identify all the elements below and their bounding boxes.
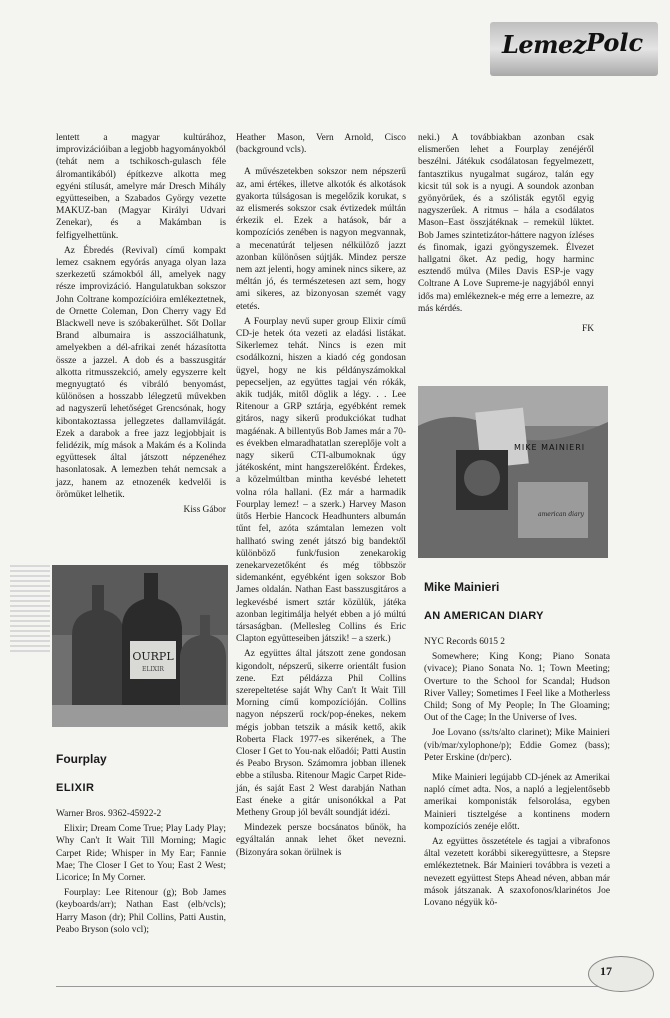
svg-text:OURPL: OURPL [132,650,174,663]
col1-paragraph-1: lentett a magyar kultúrához, improvizációiban a legjobb hagyományokból (tehát nem a tschikosch-gulasch féle álromantikából) építkezve alkotta meg egyéni stílusát, amelyre már Dresch Mihály együtteseiben, a Szabados György vezette MAKUZ-ban (Magyar Királyi Udvari Zenekar), és a Makámban is felfigyelhettünk. [56,133,227,241]
mainieri-artist-title: Mike Mainieri [424,580,500,594]
column-2 [236,132,406,862]
col2-paragraph-4: Mindezek persze bocsánatos bűnök, ha egyáltalán annak lehet őket nevezni. (Bizonyára sokan örülnek is [236,823,406,858]
col2-paragraph-3: Az együttes által játszott zene gondosan kigondolt, népszerű, sikerre orientált fusion zene. Ezt példázza Phil Collins szerepeltetése saját Why Can't It Wait Till Morning című kompozícióján. Collins nagyon népszerű rock/pop-énekes, nekem mégis jobban tetszik a másik kettő, akik Roberta Flack 1977-es sikerének, a The Closer I Get to You-nak előadói; Patti Austin és Peabo Bryson. Számomra jobban illenek ebbe a stílusba. Ritenour Magic Carpet Ride-ján, és saját East 2 West darabján Nathan East énekе a gitár unisonókkal a Pat Metheny Group jól bevált soundját idézi. [236,649,406,818]
column-3 [418,132,594,335]
decorative-stripe [10,562,50,652]
cover-subtitle-text: american diary [538,511,584,518]
col1-paragraph-2: Az Ébredés (Revival) című kompakt lemez csaknem egyórás anyaga olyan laza szerkezetű számokból áll, amelyek nagy része improvizáció. Hangulatukban sokszor John Coltrane kompozícióira emlékeztetnek, de Ornette Coleman, Don Cherry vagy Ed Blackwell neve is szóbakerülhet. Sőt Dollar Brand albumaira is asszociálhatunk, amelyekben a dél-afrikai zenét házasította össze a jazzel. A dob és a basszusgitár alkotta ritmusszekció, amely egyszerre kelt megnyugtató és vibráló benyomást, különösen a hosszabb lélegzetű művekben ad nagyszerű lehetőséget Grencsónak, hogy kibontakoztassa jellegzetes dallamvilágát. Ezek a darabok a free jazz legjobbjait is felidézik, míg mások a Makám és a Kolinda együttesek által játszott népzenéhez hasonlatosak. A lemezben tehát nemcsak a jazz, hanem az etnozenék kedvelői is örömüket lelhetik. [56,245,226,500]
mainieri-details [424,636,610,912]
fourplay-credits: Fourplay: Lee Ritenour (g); Bob James (keyboards/arr); Nathan East (elb/vcls); Harry Mason (dr); Phil Collins, Patti Austin, Peabo Bryson (solo vcl); [56,888,226,935]
mainieri-album-title: AN AMERICAN DIARY [424,610,544,622]
fourplay-tracklist: Elixir; Dream Come True; Play Lady Play; Why Can't It Wait Till Morning; Magic Carpet Ride; Whisper in My Ear; Fannie Mae; The Closer I Get to You; East 2 West; Licorice; In My Corner. [56,824,226,884]
fourplay-album-photo [52,565,228,727]
col2-paragraph-2: A Fourplay nevű super group Elixir című CD-je hetek óta vezeti az eladási listákat. Sikerlemez tehát. Nincs is ezen mit csodálkozni, hiszen a kiadó cég gondosan ügyel, hogy ne kis példányszámokkal pepecseljen, az együttes tagjai vén rókák, akik tudják, mitől döglik a légy. . . Lee Ritenour a GRP sztárja, egyébként remek gitáros, nagy sikerű produkciókat tudhat magáénak. A billentyűs Bob James már a 70-es években elmaradhatatlan szereplője volt a nagy sikerű CTI-albumoknak úgy játékosként, mint hangszerelőként. Érdekes, a közelmúltban mintha kevésbé lehetett volna róla hallani. (Ez már a harmadik Fourplay lemez! – a szerk.) Harvey Mason ütős Herbie Hancock Headhunters albumán tűnt fel, azóta számtalan lemezen volt hallható swing zenét játszó big bandektől különböző funk/fusion zenekarokig zenekarvezetőként és még többször sidemanként, egyébként igen sokszor Bob James oldalán. Nathan East basszusgitáros a legkevésbé ismert sztár közülük, játéka azonban legitimálja helyét ebben a jó múltú társaságban. (Mellesleg Collins és Eric Clapton együtteseiben játszik! – a szerk.) [236,316,406,645]
svg-text:ELIXIR: ELIXIR [142,666,164,673]
footer-rule [56,986,616,987]
mainieri-credits: Joe Lovano (ss/ts/alto clarinet); Mike Mainieri (vib/mar/xylophone/p); Eddie Gomez (bass); Peter Erskine (dr/perc). [424,728,610,763]
mainieri-paragraph-2: Az együttes összetétele és tagjai a vibrafonos által vezetett korábbi sikeregyüttesre, a Stepsre emlékeztetnek. Bár Mainieri továbbra is vezeti a nevezett együttest Steps Ahead néven, abban már mások játszanak. A szaxofonos/klarinétos Joe Lovano négyük kö- [424,837,610,909]
fourplay-details [56,808,226,939]
fourplay-artist-title: Fourplay [56,752,107,766]
col1-signature: Kiss Gábor [183,505,226,516]
mainieri-album-cover [418,386,608,558]
fourplay-album-title: ELIXIR [56,782,95,794]
cover-artist-text: MIKE MAINIERI [514,443,586,452]
column-1 [56,132,226,516]
col3-signature: FK [582,324,594,335]
col3-paragraph-1: neki.) A továbbiakban azonban csak elismerően lehet a Fourplay zenéjéről beszélni. Játékuk csodálatosan fegyelmezett, fantasztikus nyugalmat sugároz, talán egy kicsit túl sok is a nyugi. A soundok azonban gyönyörűek, és a szólisták egytől egyig nagyszerűek. A ritmus – hála a csodálatos Mason–East összjátéknak – remekül lüktet. Bob James szintetizátor-háttere nagyon ízléses és finomak, igazi gyöngyszemek. Élvezet hallgatni őket. Az pedig, hogy harminc esztendő múlva (Miles Davis ESP-je vagy Coltrane A Love Supreme-je nagyjából ennyi idős ma) emlékeznek-e még erre a lemezre, az más kérdés. [418,133,594,314]
section-header [490,22,658,76]
header-title-word1: Lemez [502,30,586,59]
fourplay-label: Warner Bros. 9362-45922-2 [56,809,162,819]
page-number-badge [588,956,654,992]
col2-paragraph-0: Heather Mason, Vern Arnold, Cisco (background vcls). [236,133,406,156]
mainieri-tracklist: Somewhere; King Kong; Piano Sonata (vivace); Piano Sonata No. 1; Town Meeting; Overture to the School for Scandal; Hudson River Valley; Sometimes I Feel like a Motherless Child; Song of My People; In The Gloaming; Out of the Cage; In the Universe of Ives. [424,652,610,724]
mainieri-label: NYC Records 6015 2 [424,637,505,647]
col2-paragraph-1: A művészetekben sokszor nem népszerű az, ami értékes, illetve alkotók és alkotások gyakorta túlságosan is megelőzik korukat, s az elismerés sokszor csak évtizedek múltán érkezik el. Ezek a hatások, bár a kompozíciós zenében is nagyon megvannak, a mecenatúrát teljesen nélkülöző jazzt azonban különösen sújtják. Mindez persze nem azt jelenti, hogy aminek nincs sikere, az méltán jó, és természetesen azt sem, hogy ami sikeres, az bizonyosan szemét vagy etetés. [236,167,406,312]
header-title-word2: Polc [586,28,644,57]
mainieri-paragraph-1: Mike Mainieri legújabb CD-jének az Amerikai napló címet adta. Nos, a napló a legjelentősebb amerikai komponisták felsorolása, egyben Mainieri tisztelgése a kontinens modern kompozíciós zenéje előtt. [424,773,610,832]
page-number: 17 [600,964,612,978]
